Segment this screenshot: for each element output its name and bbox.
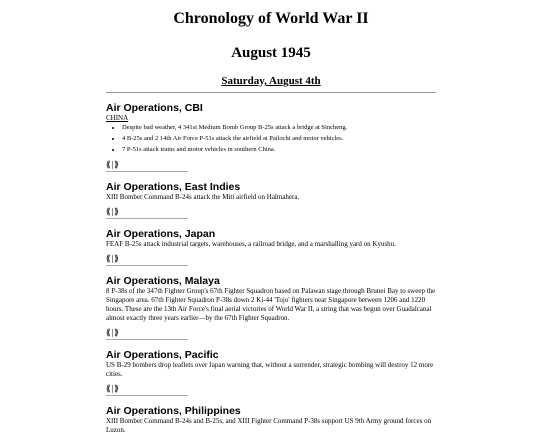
section-divider bbox=[106, 171, 188, 172]
section-text: FEAF B-25s attack industrial targets, warehouses, a railroad bridge, and a marshalling yard on Kyushu. bbox=[106, 240, 396, 248]
prev-link-icon[interactable]: ⟪ bbox=[106, 384, 111, 393]
list-item: • Despite bad weather, 4 341st Medium Bomb Group B-25s attack a bridge at Sincheng. bbox=[122, 122, 436, 133]
section-philippines bbox=[106, 405, 436, 435]
page-title: Chronology of World War II bbox=[173, 10, 369, 27]
section-pacific bbox=[106, 349, 436, 396]
header-divider bbox=[106, 92, 436, 93]
section-divider bbox=[106, 265, 188, 266]
section-nav bbox=[106, 160, 436, 169]
section-title: Air Operations, CBI bbox=[106, 102, 203, 114]
prev-link-icon[interactable]: ⟪ bbox=[106, 328, 111, 337]
prev-link-icon[interactable]: ⟪ bbox=[106, 254, 111, 263]
section-text: 8 P-38s of the 347th Fighter Group's 67th Fighter Squadron based on Palawan stage through Brunei Bay to sweep the Singapore area. 67th Fighter Squadron P-38s down 2 Ki-44 'Tojo' fighters near Singapore between 1206 and 1220 hours. These are the 13th Air Force's final aerial victories of World War II, a string that was begun over Guadalcanal almost exactly three years earlier—by the 67th Fighter Squadron. bbox=[106, 287, 436, 322]
section-nav bbox=[106, 207, 436, 216]
section-title: Air Operations, Philippines bbox=[106, 405, 241, 417]
section-subheading[interactable]: CHINA bbox=[106, 114, 129, 122]
section-divider bbox=[106, 395, 188, 396]
next-link-icon[interactable]: ⟫ bbox=[114, 207, 119, 216]
prev-link-icon[interactable]: ⟪ bbox=[106, 207, 111, 216]
section-list bbox=[106, 122, 436, 155]
nav-separator: | bbox=[111, 254, 114, 263]
section-divider bbox=[106, 339, 188, 340]
section-text: XIII Bomber Command B-24s and B-25s, and XIII Fighter Command P-38s support US 9th Army ground forces on Luzon. bbox=[106, 417, 432, 434]
page-subtitle: August 1945 bbox=[231, 45, 311, 61]
nav-separator: | bbox=[111, 207, 114, 216]
section-title: Air Operations, Malaya bbox=[106, 275, 220, 287]
nav-separator: | bbox=[111, 328, 114, 337]
next-link-icon[interactable]: ⟫ bbox=[114, 384, 119, 393]
section-east-indies bbox=[106, 181, 436, 219]
list-item: • 4 B-25s and 2 14th Air Force P-51s attack the airfield at Pailochi and motor vehicles. bbox=[122, 133, 436, 144]
section-text: US B-29 bombers drop leaflets over Japan warning that, without a surrender, strategic bombing will destroy 12 more cities. bbox=[106, 361, 434, 378]
next-link-icon[interactable]: ⟫ bbox=[114, 328, 119, 337]
section-title: Air Operations, Japan bbox=[106, 228, 216, 240]
section-title: Air Operations, East Indies bbox=[106, 181, 241, 193]
section-nav bbox=[106, 384, 436, 393]
list-item: • 7 P-51s attack trains and motor vehicles in southern China. bbox=[122, 144, 436, 155]
section-malaya bbox=[106, 275, 436, 340]
section-divider bbox=[106, 218, 188, 219]
next-link-icon[interactable]: ⟫ bbox=[114, 254, 119, 263]
page-date: Saturday, August 4th bbox=[221, 75, 321, 87]
section-title: Air Operations, Pacific bbox=[106, 349, 219, 361]
section-japan bbox=[106, 228, 436, 266]
section-cbi bbox=[106, 102, 436, 172]
nav-separator: | bbox=[111, 160, 114, 169]
section-nav bbox=[106, 328, 436, 337]
page-content bbox=[0, 10, 436, 435]
section-nav bbox=[106, 254, 436, 263]
section-text: XIII Bomber Command B-24s attack the Miti airfield on Halmahera. bbox=[106, 193, 300, 201]
prev-link-icon[interactable]: ⟪ bbox=[106, 160, 111, 169]
nav-separator: | bbox=[111, 384, 114, 393]
next-link-icon[interactable]: ⟫ bbox=[114, 160, 119, 169]
